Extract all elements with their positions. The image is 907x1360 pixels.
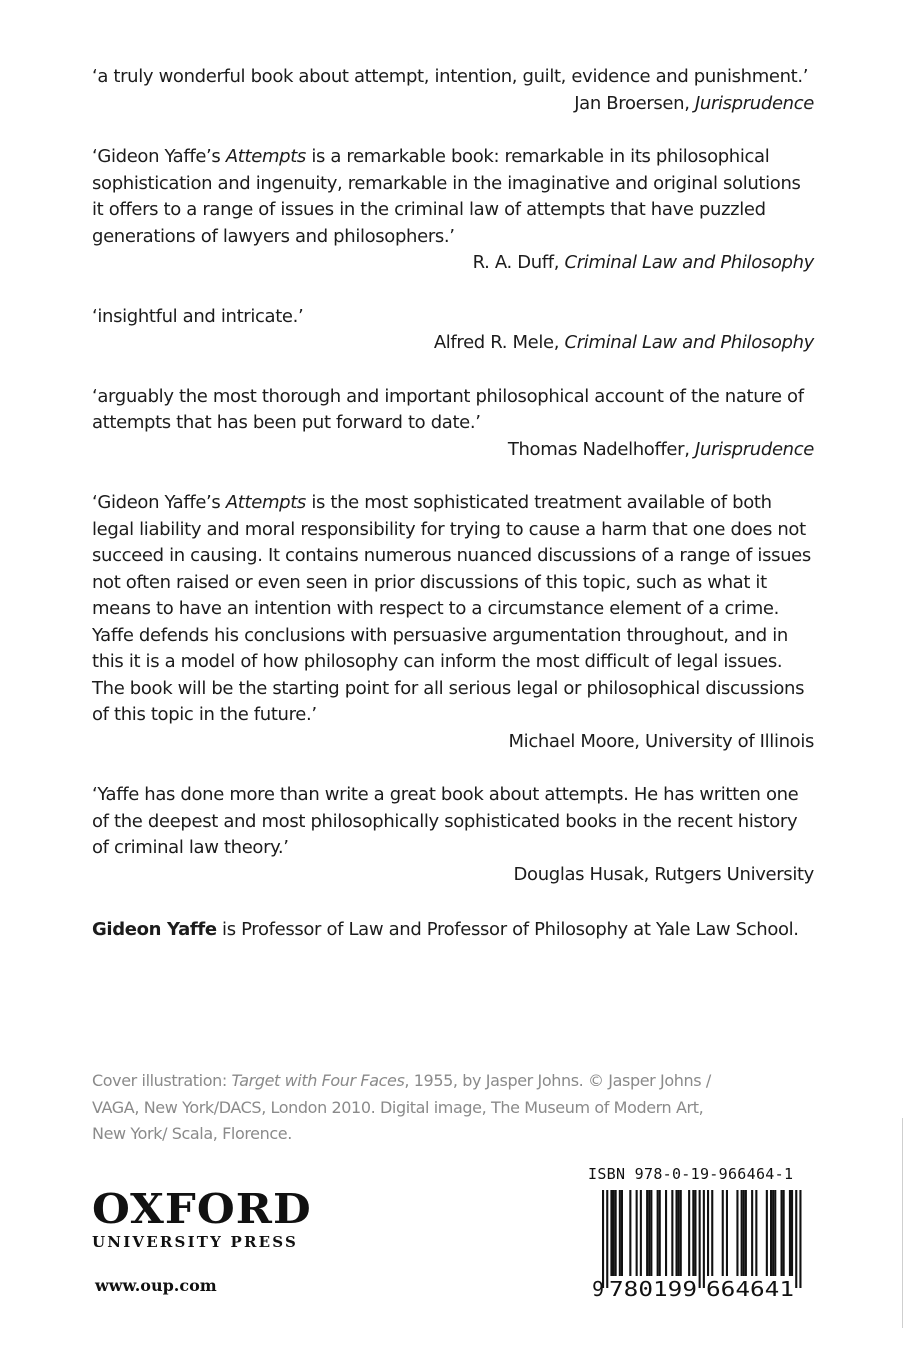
barcode-bar	[657, 1190, 659, 1276]
reviewer-name: R. A. Duff,	[472, 252, 565, 273]
barcode-bar	[629, 1190, 631, 1276]
book-title: Attempts	[225, 492, 306, 513]
review-source: Jurisprudence	[694, 438, 814, 460]
review-item	[92, 782, 814, 888]
oxford-wordmark: OXFORD	[92, 1185, 312, 1233]
barcode-bar	[650, 1190, 652, 1276]
barcode-bar	[659, 1190, 661, 1276]
barcode-bar	[795, 1190, 797, 1288]
barcode-bar	[640, 1190, 642, 1276]
review-source: Criminal Law and Philosophy	[564, 332, 814, 353]
review-source: Criminal Law and Philosophy	[564, 252, 814, 273]
author-bio	[92, 917, 814, 943]
quote-text-part: ‘Gideon Yaffe’s	[92, 492, 226, 513]
barcode-bar	[766, 1190, 768, 1276]
barcode-bar	[615, 1190, 617, 1276]
barcode-bar	[636, 1190, 638, 1276]
reviewer-name: Jan Broersen,	[574, 92, 695, 114]
cover-illustration-credit	[92, 1068, 732, 1148]
barcode-bar	[791, 1190, 793, 1276]
review-quote: ‘Yaffe has done more than write a great book about attempts. He has written one of the deepest and most philosophically sophisticated books in the recent history of criminal law theory.’	[92, 784, 799, 858]
isbn-barcode	[588, 1164, 812, 1300]
barcode-bar	[789, 1190, 791, 1276]
barcode-bar	[676, 1190, 678, 1276]
review-item	[92, 144, 814, 277]
review-quote: ‘arguably the most thorough and important philosophical account of the nature of attempts that has been put forward to date.’	[92, 385, 804, 433]
barcode-icon	[588, 1188, 812, 1300]
credit-prefix: Cover illustration:	[92, 1071, 232, 1090]
barcode-bar	[619, 1190, 621, 1276]
review-item	[92, 490, 814, 755]
book-title: Attempts	[225, 146, 306, 167]
barcode-bar	[688, 1190, 690, 1276]
barcode-bar	[606, 1190, 608, 1288]
barcode-bar	[772, 1190, 774, 1276]
publisher-logo	[92, 1185, 312, 1252]
barcode-bar	[726, 1190, 728, 1276]
spine-edge-line	[902, 1118, 903, 1328]
barcode-bar	[774, 1190, 776, 1276]
barcode-bar	[736, 1190, 738, 1276]
credit-rest: , 1955, by Jasper Johns. © Jasper Johns / VAGA, New York/DACS, London 2010. Digital image, The Museum of Modern Art, New York/ Scala, Florence.	[92, 1071, 711, 1143]
barcode-digit-group: 780199	[609, 1277, 697, 1300]
barcode-bar	[680, 1190, 682, 1276]
barcode-bar	[694, 1190, 696, 1276]
barcode-bar	[678, 1190, 680, 1276]
reviewer-name: Alfred R. Mele,	[433, 332, 565, 353]
review-item	[92, 304, 814, 357]
author-bio-text: is Professor of Law and Professor of Philosophy at Yale Law School.	[216, 919, 799, 940]
barcode-bar	[692, 1190, 694, 1276]
review-item	[92, 384, 814, 464]
quote-text-part: is a remarkable book: remarkable in its philosophical sophistication and ingenuity, remarkable in the imaginative and original solutions it offers to a range of issues in the criminal law of attempts that have puzzled generations of lawyers and philosophers.’	[92, 146, 801, 247]
review-quote: ‘insightful and intricate.’	[92, 305, 304, 327]
review-item	[92, 64, 814, 117]
university-press-wordmark: UNIVERSITY PRESS	[92, 1233, 299, 1251]
review-attribution	[92, 91, 814, 118]
barcode-bar	[755, 1190, 757, 1276]
barcode-bar	[743, 1190, 745, 1276]
reviewer-name: Thomas Nadelhoffer,	[507, 438, 695, 460]
barcode-bar	[648, 1190, 650, 1276]
barcode-bar	[799, 1190, 801, 1288]
barcode-digit-group: 9	[592, 1277, 605, 1300]
barcode-bar	[665, 1190, 667, 1276]
review-quote	[92, 144, 814, 250]
barcode-bar	[707, 1190, 709, 1276]
review-source: Jurisprudence	[694, 92, 814, 114]
review-list	[92, 64, 814, 914]
barcode-bar	[781, 1190, 783, 1276]
barcode-bar	[699, 1190, 701, 1288]
barcode-bar	[646, 1190, 648, 1276]
review-attribution: Douglas Husak, Rutgers University	[513, 863, 814, 885]
barcode-bar	[770, 1190, 772, 1276]
barcode-bar	[613, 1190, 615, 1276]
barcode-bar	[745, 1190, 747, 1276]
barcode-bar	[671, 1190, 673, 1276]
author-name: Gideon Yaffe	[92, 919, 217, 940]
barcode-bar	[741, 1190, 743, 1276]
barcode-bar	[602, 1190, 604, 1288]
publisher-website: www.oup.com	[95, 1276, 217, 1295]
isbn-label: ISBN 978-0-19-966464-1	[588, 1165, 794, 1183]
review-attribution	[92, 250, 814, 277]
review-attribution	[92, 437, 814, 464]
barcode-bar	[610, 1190, 612, 1276]
barcode-bar	[703, 1190, 705, 1288]
artwork-title: Target with Four Faces	[231, 1071, 405, 1090]
barcode-bars	[602, 1190, 802, 1288]
barcode-bar	[751, 1190, 753, 1276]
barcode-bar	[711, 1190, 713, 1276]
barcode-digit-group: 664641	[706, 1277, 794, 1300]
quote-text-part: is the most sophisticated treatment available of both legal liability and moral responsibility for trying to cause a harm that one does not succeed in causing. It contains numerous nuanced discussions of a range of issues not often raised or even seen in prior discussions of this topic, such as what it means to have an intention with respect to a circumstance element of a crime. Yaffe defends his conclusions with persuasive argumentation throughout, and in this it is a model of how philosophy can inform the most difficult of legal issues. The book will be the starting point for all serious legal or philosophical discussions of this topic in the future.’	[92, 492, 811, 725]
review-quote: ‘a truly wonderful book about attempt, intention, guilt, evidence and punishment.’	[92, 66, 809, 87]
barcode-bar	[722, 1190, 724, 1276]
review-attribution	[92, 330, 814, 357]
review-quote	[92, 490, 814, 729]
review-attribution: Michael Moore, University of Illinois	[508, 730, 814, 752]
barcode-bar	[621, 1190, 623, 1276]
barcode-bar	[783, 1190, 785, 1276]
quote-text-part: ‘Gideon Yaffe’s	[92, 146, 226, 167]
